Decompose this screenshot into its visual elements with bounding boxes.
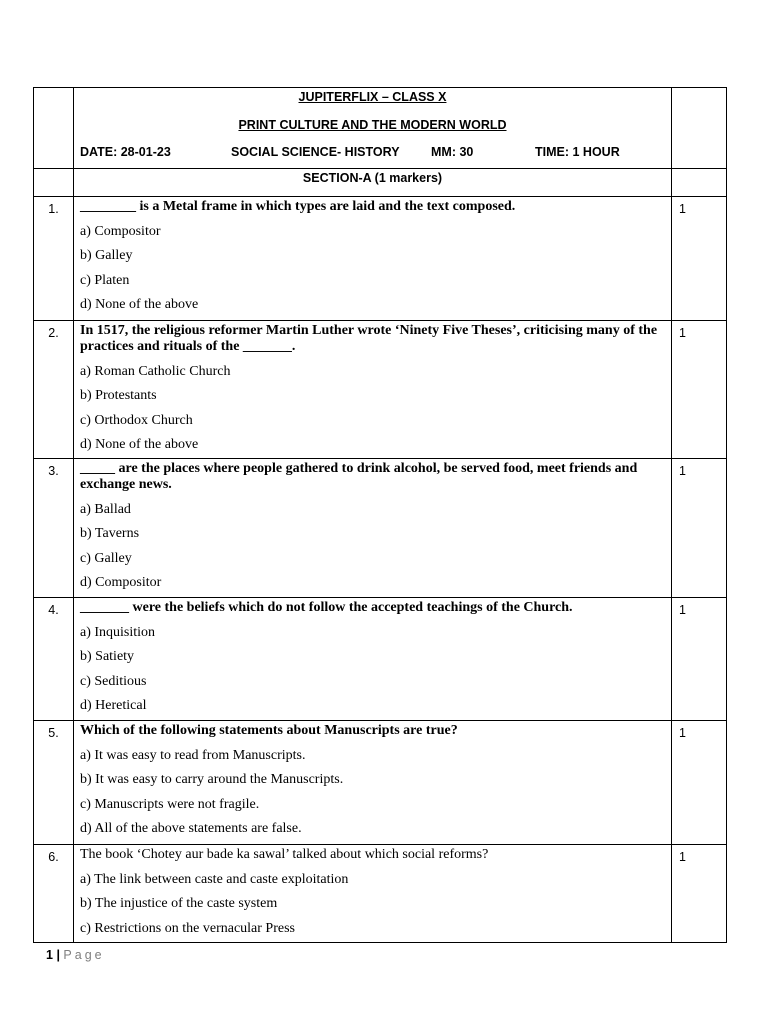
option: b) Galley xyxy=(80,248,133,263)
question-number: 3. xyxy=(34,459,74,598)
question-text: _______ were the beliefs which do not follow the accepted teachings of the Church. xyxy=(80,600,573,615)
question-marks: 1 xyxy=(672,197,727,321)
question-marks: 1 xyxy=(672,845,727,943)
header-num-cell xyxy=(34,88,74,169)
question-row xyxy=(34,598,727,721)
exam-max-marks: MM: 30 xyxy=(431,145,474,159)
question-text: _____ are the places where people gathered to drink alcohol, be served food, meet friends and exchange news. xyxy=(80,461,638,492)
question-paper-table xyxy=(33,87,727,943)
option: b) It was easy to carry around the Manuscripts. xyxy=(80,772,344,787)
header-content-cell xyxy=(74,88,672,169)
header-row xyxy=(34,88,727,169)
option: d) Heretical xyxy=(80,698,147,713)
exam-date: DATE: 28-01-23 xyxy=(80,145,171,159)
option: d) None of the above xyxy=(80,437,199,452)
section-marks-cell xyxy=(672,169,727,197)
option: a) Roman Catholic Church xyxy=(80,363,231,379)
option: c) Restrictions on the vernacular Press xyxy=(80,920,295,936)
question-row xyxy=(34,197,727,321)
option: d) None of the above xyxy=(80,297,199,312)
option: c) Orthodox Church xyxy=(80,412,193,428)
question-marks: 1 xyxy=(672,598,727,721)
section-title: SECTION-A (1 markers) xyxy=(302,171,443,185)
question-row xyxy=(34,459,727,598)
question-number: 6. xyxy=(34,845,74,943)
question-text: Which of the following statements about Manuscripts are true? xyxy=(80,723,458,738)
section-title-cell xyxy=(74,169,672,197)
question-number: 4. xyxy=(34,598,74,721)
question-text: The book ‘Chotey aur bade ka sawal’ talked about which social reforms? xyxy=(80,847,489,862)
section-row xyxy=(34,169,727,197)
question-body xyxy=(74,459,672,598)
header-marks-cell xyxy=(672,88,727,169)
school-title: JUPITERFLIX – CLASS X xyxy=(298,90,447,104)
chapter-title: PRINT CULTURE AND THE MODERN WORLD xyxy=(238,118,507,132)
option: b) Satiety xyxy=(80,649,135,664)
option: c) Manuscripts were not fragile. xyxy=(80,796,260,812)
option: b) Protestants xyxy=(80,388,157,403)
question-number: 2. xyxy=(34,321,74,459)
option: a) The link between caste and caste exploitation xyxy=(80,871,349,887)
page-label: Page xyxy=(63,948,105,962)
exam-subject: SOCIAL SCIENCE- HISTORY xyxy=(231,145,400,159)
option: a) Inquisition xyxy=(80,624,156,640)
option: c) Platen xyxy=(80,272,130,288)
question-number: 5. xyxy=(34,721,74,845)
question-body xyxy=(74,721,672,845)
question-marks: 1 xyxy=(672,321,727,459)
question-row xyxy=(34,321,727,459)
question-row xyxy=(34,845,727,943)
option: a) Compositor xyxy=(80,223,161,239)
page-footer xyxy=(46,948,105,963)
option: d) Compositor xyxy=(80,575,162,590)
question-text: In 1517, the religious reformer Martin Luther wrote ‘Ninety Five Theses’, criticising many of the practices and rituals of the _______. xyxy=(80,323,658,354)
exam-meta xyxy=(74,145,671,160)
question-body xyxy=(74,321,672,459)
page-separator: | xyxy=(56,948,60,962)
page-number: 1 xyxy=(46,948,53,962)
question-marks: 1 xyxy=(672,721,727,845)
question-number: 1. xyxy=(34,197,74,321)
question-body xyxy=(74,598,672,721)
question-row xyxy=(34,721,727,845)
question-body xyxy=(74,845,672,943)
exam-time: TIME: 1 HOUR xyxy=(535,145,620,159)
option: a) It was easy to read from Manuscripts. xyxy=(80,747,306,763)
question-body xyxy=(74,197,672,321)
option: a) Ballad xyxy=(80,501,131,517)
option: c) Galley xyxy=(80,550,132,566)
option: c) Seditious xyxy=(80,673,147,689)
option: b) The injustice of the caste system xyxy=(80,896,278,911)
question-text: ________ is a Metal frame in which types are laid and the text composed. xyxy=(80,199,516,214)
section-num-cell xyxy=(34,169,74,197)
option: d) All of the above statements are false. xyxy=(80,821,302,836)
question-marks: 1 xyxy=(672,459,727,598)
option: b) Taverns xyxy=(80,526,140,541)
